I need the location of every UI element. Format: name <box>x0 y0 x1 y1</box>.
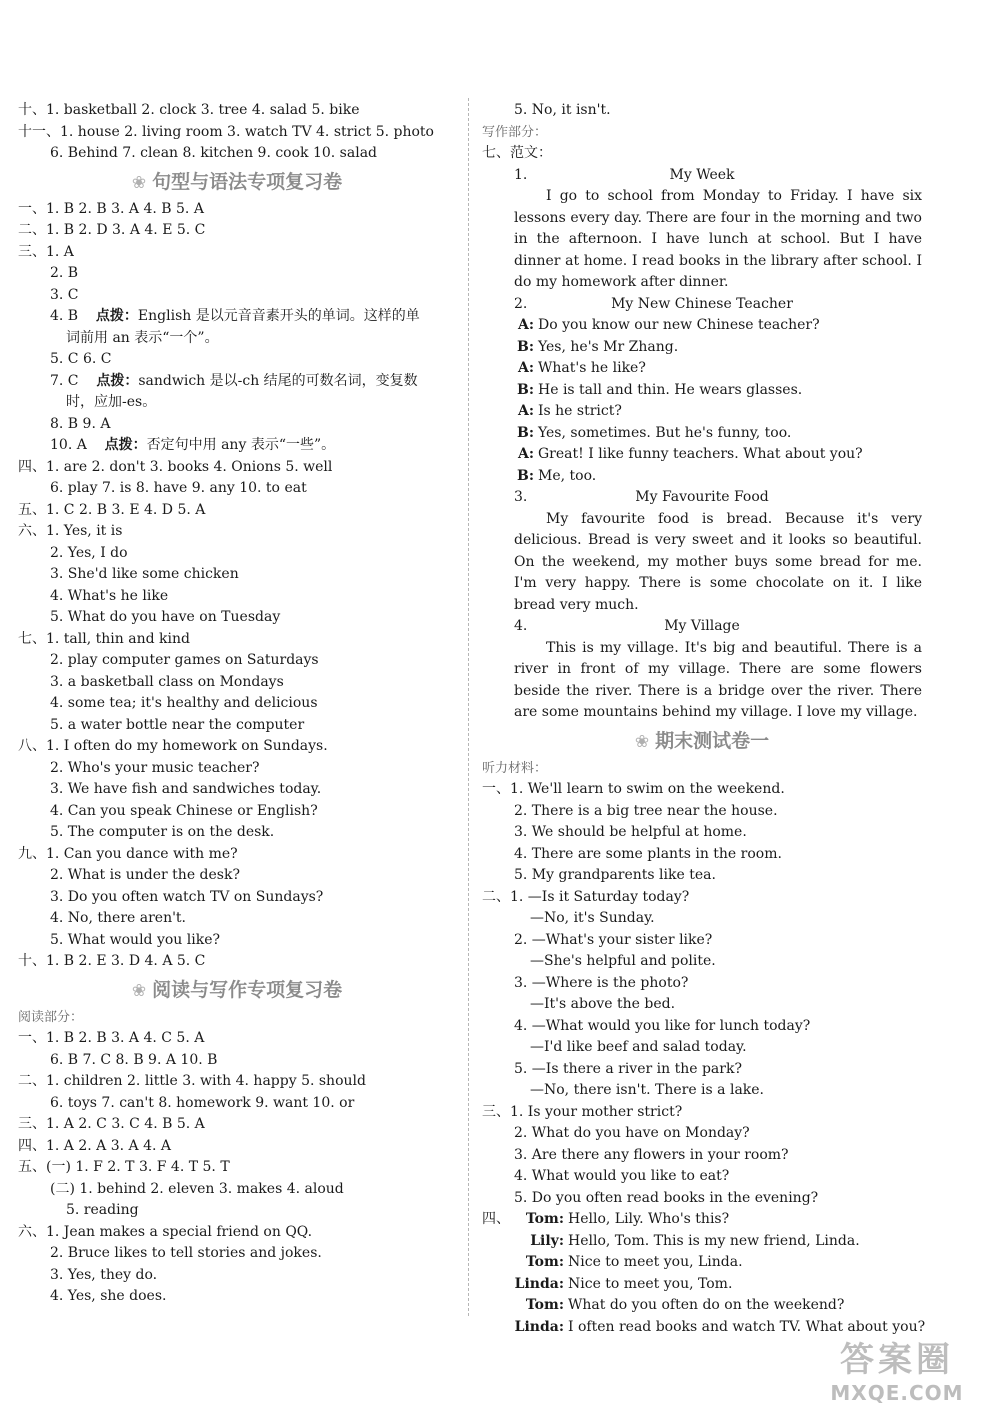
answer-line: 4. No, there aren't. <box>50 910 187 926</box>
answer-list <box>18 457 456 973</box>
answer-line: 八、1. I often do my homework on Sundays. <box>18 738 328 754</box>
answer-line: —No, there isn't. There is a lake. <box>530 1082 765 1098</box>
answer-line: 四、1. A 2. A 3. A 4. A <box>18 1137 172 1154</box>
essay-text: My favourite food is bread. Because it's very delicious. Bread is very sweet and it looks so beautiful. On the weekend, my mother buys some bread for me. I'm very happy. There is some chocolate on it. I like bread very much. <box>514 510 922 613</box>
essay-title: My Week <box>669 166 735 183</box>
answer-line: —She's helpful and polite. <box>530 953 716 969</box>
column-divider <box>468 98 469 1316</box>
sample-label: 七、范文： <box>482 145 552 161</box>
answer-line: 4. Can you speak Chinese or English? <box>50 802 318 819</box>
answer-line: 三、1. A <box>18 243 74 260</box>
answer-line: 六、1. Yes, it is <box>18 523 123 539</box>
answer-line: 四、1. are 2. don't 3. books 4. Onions 5. well <box>18 458 333 475</box>
answer-line: 2. Bruce likes to tell stories and jokes. <box>50 1245 322 1261</box>
answer-line: 4. What's he like <box>50 587 169 604</box>
answer-line: 5. —Is there a river in the park? <box>514 1060 742 1077</box>
dialogue-line <box>482 401 922 423</box>
dialogue-text: Great! I like funny teachers. What about you? <box>538 446 863 462</box>
speaker-label: B: <box>516 424 534 441</box>
speaker-label: B: <box>516 338 534 355</box>
speaker-label: A: <box>517 403 534 419</box>
section-title <box>18 165 456 199</box>
answer-line: 九、1. Can you dance with me? <box>18 845 238 862</box>
answer-line: 六、1. Jean makes a special friend on QQ. <box>18 1223 313 1240</box>
paw-icon: ❀ <box>634 731 650 752</box>
dialogue-text: Do you know our new Chinese teacher? <box>538 317 820 333</box>
answer-text: 7. C <box>50 372 79 389</box>
answer-line: 2. Who's your music teacher? <box>50 759 260 776</box>
hint-label: 点拨： <box>104 437 147 453</box>
dialogue-line <box>482 315 922 337</box>
speaker-label: Linda: <box>514 1275 564 1292</box>
answer-line: 6. toys 7. can't 8. homework 9. want 10. or <box>50 1094 355 1111</box>
answer-line: 二、1. —Is it Saturday today? <box>482 888 690 905</box>
essay-paragraph <box>482 638 922 724</box>
dialogue-text: Me, too. <box>538 467 597 484</box>
answer-line: 十一、1. house 2. living room 3. watch TV 4. strict 5. photo <box>18 123 434 140</box>
answer-line: 2. —What's your sister like? <box>514 931 713 948</box>
answer-line: 2. What is under the desk? <box>50 867 240 883</box>
speaker-label: B: <box>516 381 534 398</box>
dialogue-text: What's he like? <box>538 360 646 376</box>
answer-line: —I'd like beef and salad today. <box>530 1039 747 1055</box>
dialogue-text: Nice to meet you, Linda. <box>568 1254 743 1270</box>
paw-icon: ❀ <box>131 980 147 1001</box>
essay-title: My New Chinese Teacher <box>611 295 793 312</box>
speaker-label: A: <box>517 360 534 376</box>
watermark-url: MXQE.COM <box>830 1381 964 1405</box>
dialogue-text: Yes, sometimes. But he's funny, too. <box>538 424 792 441</box>
answer-line: 3. C <box>50 286 79 303</box>
answer-line: 五、1. C 2. B 3. E 4. D 5. A <box>18 501 206 518</box>
answer-line: 5. Do you often read books in the evening? <box>514 1189 819 1206</box>
answer-line: 5. What do you have on Tuesday <box>50 609 281 625</box>
answer-line: 2. play computer games on Saturdays <box>50 652 319 668</box>
dialogue-text: Yes, he's Mr Zhang. <box>538 338 679 355</box>
essay-number: 3. <box>514 489 528 505</box>
answer-text: 4. B <box>50 308 79 324</box>
answer-line: 一、1. B 2. B 3. A 4. B 5. A <box>18 200 204 217</box>
dialogue-text: Hello, Lily. Who's this? <box>568 1211 730 1227</box>
section-title <box>482 724 922 758</box>
answer-line: 3. We have fish and sandwiches today. <box>50 781 322 797</box>
answer-line: 6. B 7. C 8. B 9. A 10. B <box>50 1051 218 1068</box>
answer-line: 6. Behind 7. clean 8. kitchen 9. cook 10. salad <box>50 145 378 161</box>
hint-line: 时，应加-es。 <box>66 394 157 410</box>
hint-text: 否定句中用 any 表示“一些”。 <box>146 437 336 453</box>
answer-line: 十、1. basketball 2. clock 3. tree 4. salad 5. bike <box>18 102 360 118</box>
speaker-label: Tom: <box>525 1254 564 1270</box>
hint-text: sandwich 是以-ch 结尾的可数名词，变复数 <box>138 372 418 389</box>
essay-heading <box>482 165 922 187</box>
dialogue-line <box>482 380 922 402</box>
dialogue-text: Hello, Tom. This is my new friend, Linda. <box>568 1232 860 1249</box>
dialogue <box>482 1209 926 1338</box>
answer-line: 一、1. We'll learn to swim on the weekend. <box>482 781 785 797</box>
dialogue-prefix: 四、 <box>482 1211 510 1227</box>
dialogue-line <box>482 337 922 359</box>
dialogue-line <box>482 466 922 488</box>
section-title-text: 句型与语法专项复习卷 <box>152 170 343 193</box>
essay-heading <box>482 616 922 638</box>
answer-line: 3. Yes, they do. <box>50 1266 158 1283</box>
essay-paragraph <box>482 186 922 294</box>
watermark-logo <box>812 1339 982 1409</box>
answer-line: 4. There are some plants in the room. <box>514 845 782 862</box>
dialogue-text: Is he strict? <box>538 403 622 419</box>
answer-line: 三、1. A 2. C 3. C 4. B 5. A <box>18 1116 205 1132</box>
speaker-label: B: <box>516 467 534 484</box>
answer-line: 4. Yes, she does. <box>50 1288 167 1304</box>
essay-text: I go to school from Monday to Friday. I have six lessons every day. There are four in the morning and two in the afternoon. I have lunch at school. But I have dinner at home. I read books in the library after school. I do my homework after dinner. <box>514 188 922 290</box>
answer-line: 5. My grandparents like tea. <box>514 867 716 883</box>
answer-line: 5. a water bottle near the computer <box>50 716 305 733</box>
section-title-text: 期末测试卷一 <box>655 729 770 752</box>
answer-line: 3. a basketball class on Mondays <box>50 673 284 690</box>
answer-line: 二、1. B 2. D 3. A 4. E 5. C <box>18 222 206 238</box>
part-label: 写作部分： <box>482 124 548 140</box>
dialogue-line <box>482 1209 922 1231</box>
answer-line: 4. What would you like to eat? <box>514 1168 730 1184</box>
answer-line: 4. —What would you like for lunch today? <box>514 1017 811 1034</box>
answer-line: 8. B 9. A <box>50 415 111 432</box>
speaker-label: Tom: <box>525 1211 564 1227</box>
answer-line: 5. What would you like? <box>50 931 220 948</box>
hint-text: English 是以元音音素开头的单词。这样的单 <box>137 308 420 324</box>
answer-line: 七、1. tall, thin and kind <box>18 630 190 647</box>
essay-title: My Village <box>664 618 740 634</box>
answer-line: (二) 1. behind 2. eleven 3. makes 4. aloud <box>50 1180 344 1197</box>
essay-heading <box>482 487 922 509</box>
answer-line: 2. B <box>50 265 79 281</box>
answer-line: 3. Do you often watch TV on Sundays? <box>50 888 324 905</box>
watermark-text: 答案圈 <box>840 1340 954 1380</box>
answer-line: 3. She'd like some chicken <box>50 566 239 582</box>
dialogue-line <box>482 358 922 380</box>
answer-list <box>18 199 456 307</box>
section-title <box>18 973 456 1007</box>
dialogue <box>482 315 922 487</box>
answer-line: 2. What do you have on Monday? <box>514 1125 750 1141</box>
answer-line <box>18 435 456 457</box>
answer-line: 三、1. Is your mother strict? <box>482 1103 683 1120</box>
answer-line: 2. There is a big tree near the house. <box>514 802 778 819</box>
answer-list <box>482 779 922 1209</box>
speaker-label: A: <box>517 446 534 462</box>
dialogue-line <box>482 1274 922 1296</box>
answer-line: 五、(一) 1. F 2. T 3. F 4. T 5. T <box>18 1159 230 1175</box>
answer-line: 十、1. B 2. E 3. D 4. A 5. C <box>18 953 206 969</box>
dialogue-text: Nice to meet you, Tom. <box>568 1275 733 1292</box>
speaker-label: A: <box>517 317 534 333</box>
dialogue-line <box>482 444 922 466</box>
answer-text: 10. A <box>50 437 87 453</box>
essay-title: My Favourite Food <box>635 489 769 505</box>
dialogue-text: He is tall and thin. He wears glasses. <box>538 381 803 398</box>
dialogue-text: What do you often do on the weekend? <box>568 1297 845 1313</box>
essay-paragraph <box>482 509 922 617</box>
answer-line: 3. —Where is the photo? <box>514 974 689 991</box>
left-column <box>18 100 456 1308</box>
speaker-label: Linda: <box>514 1318 564 1335</box>
answer-line: 5. No, it isn't. <box>514 102 611 118</box>
essay-number: 2. <box>514 295 528 312</box>
dialogue-line <box>482 423 922 445</box>
dialogue-line <box>482 1317 926 1339</box>
answer-line <box>18 371 456 393</box>
answer-line: 一、1. B 2. B 3. A 4. C 5. A <box>18 1030 205 1046</box>
hint-label: 点拨： <box>96 372 139 389</box>
answer-line: —It's above the bed. <box>530 996 676 1012</box>
answer-line: 3. We should be helpful at home. <box>514 824 747 840</box>
dialogue-line <box>482 1252 922 1274</box>
section-title-text: 阅读与写作专项复习卷 <box>152 978 343 1001</box>
answer-list <box>18 1028 456 1308</box>
essay-number: 4. <box>514 618 528 634</box>
hint-line: 词前用 an 表示“一个”。 <box>66 329 219 346</box>
answer-line: 5. reading <box>66 1202 139 1218</box>
answer-line: 2. Yes, I do <box>50 544 128 561</box>
essay-text: This is my village. It's big and beautiful. There is a river in front of my village. There are some flowers beside the river. There is a bridge over the river. There are some mountains behind my village. I love my village. <box>514 639 922 720</box>
part-label: 听力材料： <box>482 760 548 776</box>
answer-line: 5. The computer is on the desk. <box>50 824 275 840</box>
speaker-label: Lily: <box>530 1232 564 1249</box>
speaker-label: Tom: <box>525 1297 564 1313</box>
answer-line: 5. C 6. C <box>50 351 112 367</box>
dialogue-line <box>482 1231 922 1253</box>
paw-icon: ❀ <box>131 172 147 193</box>
answer-line <box>18 306 456 328</box>
dialogue-text: I often read books and watch TV. What about you? <box>568 1318 926 1335</box>
answer-line: —No, it's Sunday. <box>530 910 655 926</box>
hint-label: 点拨： <box>95 308 138 324</box>
answer-line: 二、1. children 2. little 3. with 4. happy 5. should <box>18 1073 366 1089</box>
dialogue-line <box>482 1295 922 1317</box>
answer-line: 6. play 7. is 8. have 9. any 10. to eat <box>50 480 307 496</box>
answer-line: 4. some tea; it's healthy and delicious <box>50 695 318 711</box>
right-column <box>482 100 926 1338</box>
part-label: 阅读部分： <box>18 1009 84 1025</box>
essay-heading <box>482 294 922 316</box>
essay-number: 1. <box>514 166 528 183</box>
answer-line: 3. Are there any flowers in your room? <box>514 1146 789 1163</box>
